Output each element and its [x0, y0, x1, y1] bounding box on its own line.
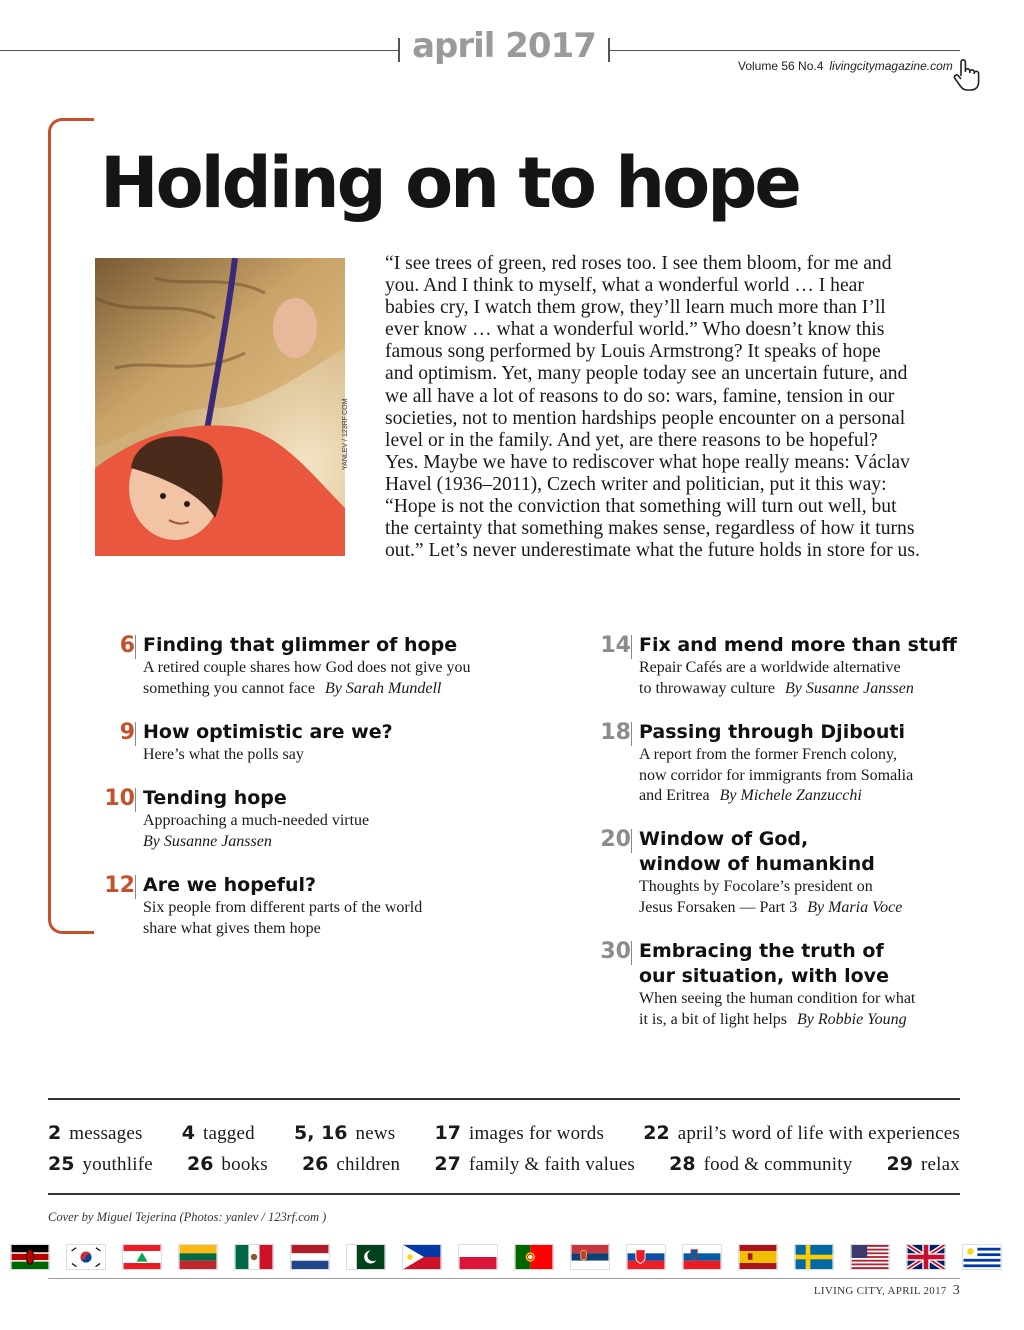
orange-bracket: [48, 118, 94, 934]
volume-number: Volume 56 No.4: [738, 59, 824, 73]
article-description: [143, 658, 470, 699]
mexico-flag: [234, 1244, 274, 1270]
description-line: [143, 679, 470, 700]
number-divider: [631, 829, 632, 853]
uruguay-flag: [962, 1244, 1002, 1270]
intro-line: babies cry, I watch them grow, they’ll learn much more than I’ll: [385, 297, 886, 319]
sections-row-2: [48, 1152, 960, 1177]
intro-line: “Hope is not the conviction that something will turn out well, but: [385, 496, 897, 518]
netherlands-flag: [290, 1244, 330, 1270]
contents-entry-30[interactable]: [600, 939, 916, 1030]
flags-row: [10, 1244, 1000, 1270]
description-line: A retired couple shares how God does not give you: [143, 659, 471, 676]
section-images-for-words[interactable]: 17 images for words: [434, 1122, 605, 1144]
article-headline[interactable]: Fix and mend more than stuff: [639, 634, 957, 656]
page-number: 30: [600, 939, 631, 964]
page-number: 9: [119, 720, 135, 745]
article-headline[interactable]: Finding that glimmer of hope: [143, 634, 458, 656]
page-number: 20: [600, 827, 631, 852]
description-line: Thoughts by Focolare’s president on: [639, 878, 873, 895]
article-headline[interactable]: Embracing the truth of: [639, 940, 884, 962]
article-description: [639, 877, 902, 918]
pakistan-flag: [346, 1244, 386, 1270]
south-korea-flag: [66, 1244, 106, 1270]
description-line: [639, 786, 913, 807]
section-children[interactable]: 26 children: [301, 1153, 401, 1175]
section-youthlife[interactable]: 25 youthlife: [48, 1153, 153, 1175]
contents-entry-20[interactable]: [600, 827, 903, 918]
section-relax[interactable]: 29 relax: [886, 1153, 960, 1175]
article-headline[interactable]: How optimistic are we?: [143, 721, 393, 743]
page-number: 12: [104, 873, 135, 898]
article-headline[interactable]: Tending hope: [143, 787, 287, 809]
intro-line: ever know … what a wonderful world.” Who doesn’t know this: [385, 319, 885, 341]
byline: By Robbie Young: [797, 1010, 907, 1028]
contents-entry-6[interactable]: [119, 633, 471, 699]
volume-info: [738, 59, 953, 73]
description-text: something you cannot face: [143, 679, 315, 697]
byline: By Sarah Mundell: [324, 679, 442, 697]
description-text: it is, a bit of light helps: [639, 1010, 787, 1028]
photo-credit: YANLEV / 123RF.COM: [342, 398, 349, 470]
section-books[interactable]: 26 books: [186, 1153, 268, 1175]
sections-rule-bottom: [48, 1193, 960, 1195]
serbia-flag: [570, 1244, 610, 1270]
article-headline[interactable]: Passing through Djibouti: [639, 721, 905, 743]
page-number: 18: [600, 720, 631, 745]
website-link[interactable]: livingcitymagazine.com: [829, 59, 953, 73]
sweden-flag: [794, 1244, 834, 1270]
number-divider: [631, 941, 632, 965]
page-footer: [814, 1283, 960, 1299]
intro-line: famous song performed by Louis Armstrong? It speaks of hope: [385, 341, 881, 363]
contents-entry-18[interactable]: [600, 720, 914, 807]
pointing-hand-icon[interactable]: [952, 58, 980, 92]
description-line: Approaching a much-needed virtue: [143, 812, 370, 829]
intro-line: “I see trees of green, red roses too. I see them bloom, for me and: [385, 253, 892, 274]
description-text: to throwaway culture: [639, 679, 775, 697]
footer-rule: [48, 1278, 960, 1279]
lebanon-flag: [122, 1244, 162, 1270]
intro-line: Havel (1936–2011), Czech writer and politician, put it this way:: [385, 473, 887, 495]
intro-line: out.” Let’s never underestimate what the future holds in store for us.: [385, 540, 920, 562]
slovenia-flag: [682, 1244, 722, 1270]
article-headline[interactable]: Window of God,: [639, 828, 809, 850]
number-divider: [135, 875, 136, 899]
issue-date: april 2017: [412, 26, 596, 66]
description-text: and Eritrea: [639, 787, 710, 804]
page-number-footer: 3: [952, 1283, 960, 1298]
intro-line: level or in the family. And yet, are there reasons to be hopeful?: [385, 429, 878, 451]
section-word-of-life[interactable]: 22 april’s word of life with experiences: [643, 1122, 960, 1144]
contents-entry-10[interactable]: [104, 786, 370, 852]
article-description: [143, 745, 393, 766]
philippines-flag: [402, 1244, 442, 1270]
intro-line: you. And I think to myself, what a wonderful world … I hear: [385, 275, 864, 297]
intro-line: Yes. Maybe we have to rediscover what hope really means: Václav: [385, 451, 910, 473]
number-divider: [135, 722, 136, 746]
kenya-flag: [10, 1244, 50, 1270]
description-line: A report from the former French colony,: [639, 746, 897, 763]
article-description: [639, 745, 913, 807]
slovakia-flag: [626, 1244, 666, 1270]
number-divider: [631, 635, 632, 659]
description-line: Repair Cafés are a worldwide alternative: [639, 659, 901, 676]
article-headline[interactable]: Are we hopeful?: [143, 874, 317, 896]
sections-rule-top: [48, 1098, 960, 1100]
article-description: [639, 989, 915, 1030]
climber-photo: [95, 258, 345, 556]
page-title: Holding on to hope: [100, 142, 799, 224]
byline: By Susanne Janssen: [784, 679, 914, 697]
page-number: 14: [600, 633, 631, 658]
usa-flag: [850, 1244, 890, 1270]
description-line: [639, 1010, 915, 1031]
article-description: [143, 898, 422, 939]
description-line: now corridor for immigrants from Somalia: [639, 766, 914, 784]
intro-line: we all have a lot of reasons to do so: wars, famine, tension in our: [385, 385, 895, 407]
number-divider: [135, 788, 136, 812]
description-line: Here’s what the polls say: [143, 746, 304, 763]
article-headline-line-2[interactable]: window of humankind: [639, 853, 875, 875]
article-headline-line-2[interactable]: our situation, with love: [639, 965, 889, 987]
lithuania-flag: [178, 1244, 218, 1270]
section-messages[interactable]: 2 messages: [48, 1122, 143, 1144]
header-rule-left: [0, 50, 398, 51]
description-line: Six people from different parts of the world: [143, 899, 423, 916]
number-divider: [631, 722, 632, 746]
portugal-flag: [514, 1244, 554, 1270]
contents-entry-14[interactable]: [600, 633, 957, 699]
description-line: [639, 679, 957, 700]
description-line: When seeing the human condition for what: [639, 990, 916, 1007]
byline: By Michele Zanzucchi: [719, 787, 862, 804]
header-rule-right: [610, 50, 960, 51]
byline: By Susanne Janssen: [143, 832, 272, 850]
contents-entry-9[interactable]: [119, 720, 393, 766]
contents-entry-12[interactable]: [104, 873, 423, 939]
footer-magazine: LIVING CITY, APRIL 2017: [813, 1285, 947, 1297]
intro-paragraph: [385, 253, 975, 562]
byline: By Maria Voce: [807, 898, 903, 916]
section-news[interactable]: 5, 16 news: [294, 1122, 396, 1144]
description-line: [639, 898, 902, 919]
uk-flag: [906, 1244, 946, 1270]
description-text: Jesus Forsaken — Part 3: [639, 898, 798, 916]
article-description: [143, 811, 369, 852]
poland-flag: [458, 1244, 498, 1270]
page-number: 10: [104, 786, 135, 811]
intro-line: societies, not to mention hardships people encounter on a personal: [385, 407, 906, 429]
description-line: share what gives them hope: [143, 919, 321, 937]
spain-flag: [738, 1244, 778, 1270]
page-number: 6: [119, 633, 135, 658]
article-description: [639, 658, 957, 699]
number-divider: [135, 635, 136, 659]
intro-line: the certainty that something makes sense, regardless of how it turns: [385, 518, 915, 540]
intro-line: and optimism. Yet, many people today see an uncertain future, and: [385, 363, 908, 385]
cover-credit: Cover by Miguel Tejerina (Photos: yanlev / 123rf.com ): [48, 1210, 327, 1224]
section-food-community[interactable]: 28 food & community: [669, 1153, 853, 1175]
section-family-faith[interactable]: 27 family & faith values: [434, 1153, 635, 1175]
section-tagged[interactable]: 4 tagged: [181, 1122, 255, 1144]
sections-row-1: [48, 1121, 960, 1146]
